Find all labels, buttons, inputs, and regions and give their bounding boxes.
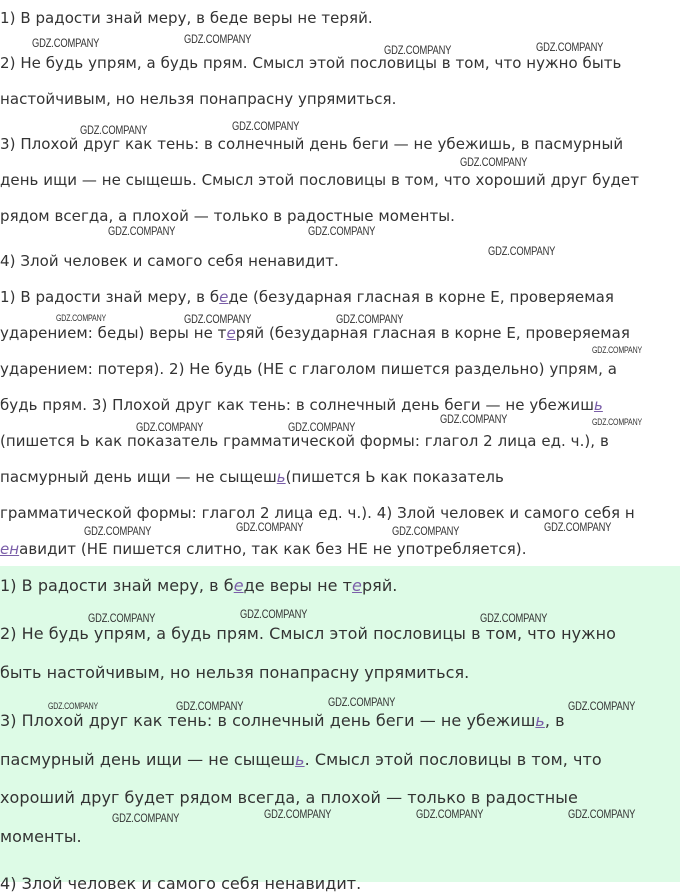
analysis-line: ударением: беды) веры не теряй (безударная гласная в корне Е, проверяемая	[0, 324, 630, 342]
watermark: GDZ.COMPANY	[480, 611, 548, 625]
watermark: GDZ.COMPANY	[80, 123, 148, 137]
text-line: 2) Не будь упрям, а будь прям. Смысл этой пословицы в том, что нужно быть	[0, 54, 622, 72]
watermark: GDZ.COMPANY	[112, 811, 180, 825]
watermark: GDZ.COMPANY	[592, 345, 643, 355]
watermark: GDZ.COMPANY	[392, 524, 460, 538]
watermark: GDZ.COMPANY	[544, 520, 612, 534]
watermark: GDZ.COMPANY	[592, 417, 643, 427]
watermark: GDZ.COMPANY	[536, 40, 604, 54]
watermark: GDZ.COMPANY	[176, 699, 244, 713]
highlighted-letter: ь	[593, 396, 603, 414]
watermark: GDZ.COMPANY	[240, 607, 308, 621]
watermark: GDZ.COMPANY	[336, 312, 404, 326]
watermark: GDZ.COMPANY	[308, 224, 376, 238]
watermark: GDZ.COMPANY	[568, 699, 636, 713]
highlighted-letter: е	[352, 576, 362, 595]
watermark: GDZ.COMPANY	[48, 701, 99, 711]
watermark: GDZ.COMPANY	[184, 32, 252, 46]
watermark: GDZ.COMPANY	[56, 313, 107, 323]
text-line: настойчивым, но нельзя понапрасну упрямиться.	[0, 90, 397, 108]
answer-line: быть настойчивым, но нельзя понапрасну упрямиться.	[0, 663, 470, 682]
watermark: GDZ.COMPANY	[236, 520, 304, 534]
watermark: GDZ.COMPANY	[108, 224, 176, 238]
analysis-line: пасмурный день ищи — не сыщешь(пишется Ь как показатель	[0, 468, 504, 486]
watermark: GDZ.COMPANY	[136, 420, 204, 434]
answer-section	[0, 566, 680, 893]
analysis-line: грамматической формы: глагол 2 лица ед. ч.). 4) Злой человек и самого себя н	[0, 504, 635, 522]
watermark: GDZ.COMPANY	[568, 807, 636, 821]
highlighted-letter: ь	[295, 750, 305, 769]
text-line: 4) Злой человек и самого себя ненавидит.	[0, 252, 339, 270]
watermark: GDZ.COMPANY	[384, 43, 452, 57]
text-line: 3) Плохой друг как тень: в солнечный день беги — не убежишь, в пасмурный	[0, 135, 624, 153]
watermark: GDZ.COMPANY	[88, 611, 156, 625]
highlighted-letter: е	[226, 324, 236, 342]
analysis-line: ударением: потеря). 2) Не будь (НЕ с глаголом пишется раздельно) упрям, а	[0, 360, 618, 378]
analysis-line: (пишется Ь как показатель грамматической формы: глагол 2 лица ед. ч.), в	[0, 432, 609, 450]
answer-line: моменты.	[0, 827, 82, 846]
watermark: GDZ.COMPANY	[232, 119, 300, 133]
watermark: GDZ.COMPANY	[488, 244, 556, 258]
highlighted-letters: ен	[0, 540, 20, 558]
highlighted-letter: е	[233, 576, 244, 595]
watermark: GDZ.COMPANY	[264, 807, 332, 821]
answer-line: пасмурный день ищи — не сыщешь. Смысл этой пословицы в том, что	[0, 750, 602, 769]
analysis-line: енавидит (НЕ пишется слитно, так как без НЕ не употребляется).	[0, 540, 527, 558]
highlighted-letter: ь	[276, 468, 286, 486]
highlighted-letter: ь	[535, 711, 545, 730]
answer-line: 4) Злой человек и самого себя ненавидит.	[0, 874, 362, 893]
text-line: день ищи — не сыщешь. Смысл этой пословицы в том, что хороший друг будет	[0, 171, 639, 189]
watermark: GDZ.COMPANY	[32, 36, 100, 50]
watermark: GDZ.COMPANY	[328, 695, 396, 709]
watermark: GDZ.COMPANY	[288, 420, 356, 434]
highlighted-letter: е	[219, 288, 229, 306]
text-line: рядом всегда, а плохой — только в радостные моменты.	[0, 207, 455, 225]
answer-line: 3) Плохой друг как тень: в солнечный день беги — не убежишь, в	[0, 711, 565, 730]
answer-line: 2) Не будь упрям, а будь прям. Смысл этой пословицы в том, что нужно	[0, 624, 616, 643]
watermark: GDZ.COMPANY	[84, 524, 152, 538]
watermark: GDZ.COMPANY	[440, 412, 508, 426]
watermark: GDZ.COMPANY	[184, 312, 252, 326]
text-line: 1) В радости знай меру, в беде веры не теряй.	[0, 9, 373, 27]
analysis-line: будь прям. 3) Плохой друг как тень: в солнечный день беги — не убежишь	[0, 396, 603, 414]
watermark: GDZ.COMPANY	[460, 155, 528, 169]
watermark: GDZ.COMPANY	[416, 807, 484, 821]
answer-line: хороший друг будет рядом всегда, а плохой — только в радостные	[0, 788, 578, 807]
answer-line: 1) В радости знай меру, в беде веры не теряй.	[0, 576, 398, 595]
analysis-line: 1) В радости знай меру, в беде (безударная гласная в корне Е, проверяемая	[0, 288, 614, 306]
